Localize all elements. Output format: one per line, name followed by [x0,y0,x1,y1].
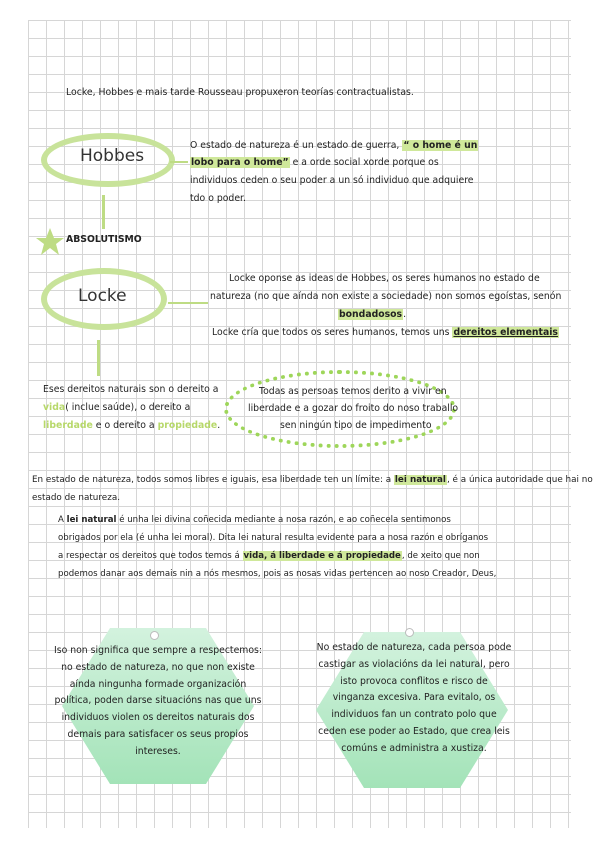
dotted-line-2: liberdade e a gozar do froito do noso traballo [248,403,459,414]
star-icon [34,226,66,258]
para2-line-2: obrigados por ela (é unha lei moral). Dita lei natural resulta evidente para a nosa razón e obríganos [58,533,489,543]
rights-line-3: liberdade e o dereito a propiedade. [43,420,221,431]
para2-line-3: a respectar os dereitos que todos temos á vida, á liberdade e á propiedade, de xeito que non [58,551,480,561]
hobbes-line-1: O estado de natureza é un estado de guerra, “ o home é un [190,140,478,151]
locke-connector [168,302,208,304]
hobbes-label: Hobbes [80,146,145,166]
absolutismo-label: ABSOLUTISMO [66,234,142,245]
dotted-line-1: Todas as persoas temos derito a vivir en [259,386,447,397]
locke-stem [97,340,100,376]
para1-line-2: estado de natureza. [32,493,121,503]
hobbes-stem [102,195,105,229]
locke-line-3: bondadosos. [339,309,407,320]
para1-line-1: En estado de natureza, todos somos libres e iguais, esa liberdade ten un límite: a lei natural, é a única autoridade que hai no [32,475,593,485]
locke-line-4: Locke cría que todos os seres humanos, temos uns dereitos elementais [212,327,558,338]
hobbes-line-2: lobo para o home” e a orde social xorde porque os [191,157,439,168]
locke-line-1: Locke oponse as ideas de Hobbes, os seres humanos no estado de [229,273,540,284]
rights-line-2: vida( inclue saúde), o dereito a [43,402,191,413]
hole-left [150,631,159,640]
para2-line-1: A lei natural é unha lei divina coñecida mediante a nosa razón, e ao coñecela sentimonos [58,515,451,525]
dotted-line-3: sen ningún tipo de impedimento [280,420,432,431]
intro-text: Locke, Hobbes e mais tarde Rousseau propuxeron teorías contractualistas. [66,87,414,98]
rights-line-1: Eses dereitos naturais son o dereito a [43,384,219,395]
hobbes-line-3: individuos ceden o seu poder a un só individuo que adquiere [190,175,474,186]
hobbes-line-4: tdo o poder. [190,193,246,204]
locke-label: Locke [78,286,127,306]
para2-line-4: podemos danar aos demais nin a nós mesmos, pois as nosas vidas pertencen ao noso Creador, Deus, [58,569,497,579]
hole-right [405,628,414,637]
locke-line-2: natureza (no que aínda non existe a sociedade) non somos egoístas, senón [210,291,562,302]
hex-right-text: No estado de natureza, cada persoa pode castigar as violacións da lei natural, pero isto provoca conflitos e risco de vinganza excesiva. Para evitalo, os individuos fan un contrato polo que ceden ese poder ao Estado, que crea leis comúns e administra a xustiza. [316,642,512,754]
hobbes-connector [170,161,188,163]
hex-left-text: Iso non significa que sempre a respectemos: no estado de natureza, no que non existe aínda ningunha formade organización política, poden darse situacións nas que uns individuos violen os dereitos naturais dos demais para satisfacer os seus propios intereses. [54,645,263,757]
